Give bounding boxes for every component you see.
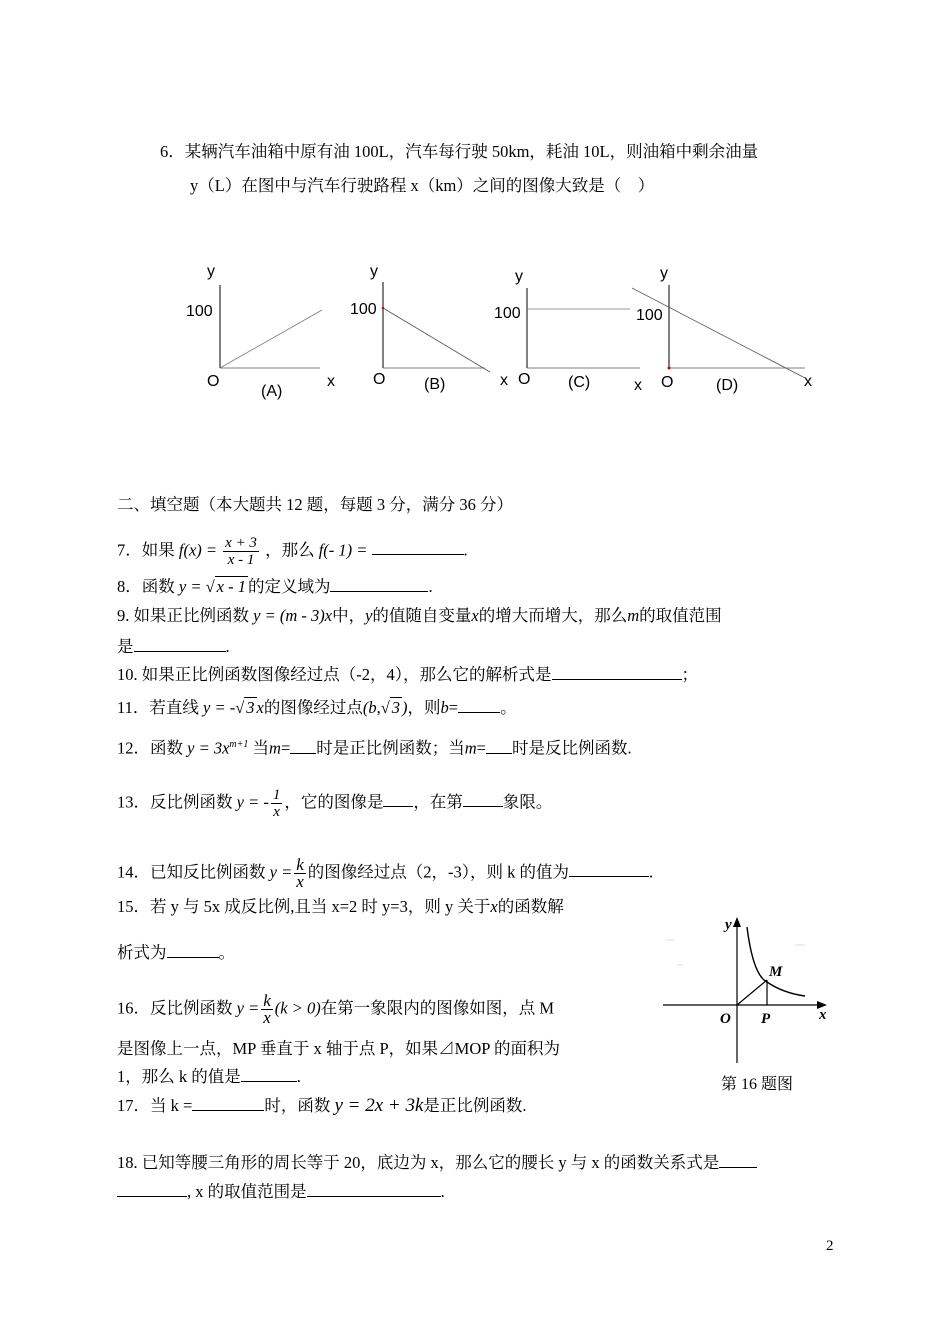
graph-d-option-label: (D) [716,377,739,394]
q6-line1: 6．某辆汽车油箱中原有油 100L，汽车每行驶 50km，耗油 10L，则油箱中剩余油量 [160,142,759,161]
fig16-x-label: x [819,1007,827,1023]
graph-d [632,265,812,394]
graph-b-option-label: (B) [424,376,446,393]
question-16-line3: 1，那么 k 的值是 . [117,1067,301,1086]
graph-c-origin-label: O [518,371,531,388]
q6-line2: y（L）在图中与汽车行驶路程 x（km）之间的图像大致是（ ） [190,176,655,195]
graph-a-100-label: 100 [186,303,213,320]
section-2-heading: 二、填空题（本大题共 12 题，每题 3 分，满分 36 分） [117,495,513,514]
figure-16 [655,905,835,1105]
fig16-m-label: M [769,964,783,980]
question-10: 10. 如果正比例函数图像经过点（-2，4），那么它的解析式是 ； [117,665,698,684]
graph-b-origin-label: O [373,371,386,388]
graph-a-origin-label: O [207,373,220,390]
question-17: 17．当 k = 时，函数 y = 2x + 3k是正比例函数. [117,1095,527,1116]
question-11: 11．若直线 y = -√ 3 x的图像经过点(b,√ 3 )，则b= 。 [117,698,517,717]
fig16-caption: 第 16 题图 [721,1076,794,1093]
page-number: 2 [826,1238,834,1254]
graph-b-y-label: y [370,263,378,280]
graph-c-100-label: 100 [494,305,521,322]
graph-c-option-label: (C) [568,374,591,391]
graph-c [494,268,642,394]
fig16-p-label: P [761,1011,771,1027]
graph-a [186,263,335,400]
question-12: 12．函数 $y = 3x^{m+1}$ 当m= 时是正比例函数；当m= 时是反比例函数. [117,738,632,758]
graph-b-x-label: x [500,372,508,389]
question-14: 14．已知反比例函数 y = $\frac{k}{x}$ 的图像经过点（2，-3），则 k 的值为 . [117,855,654,891]
question-9-line2: 是 . [117,637,230,656]
question-18-line2: , x 的取值范围是 . [117,1182,445,1202]
question-18-line1: 18. 已知等腰三角形的周长等于 20，底边为 x，那么它的腰长 y 与 x 的函数关系式是 [117,1153,757,1173]
question-13: 13．反比例函数 y = - $\frac{1}{x}$ ，它的图像是 ，在第 象限。 [117,787,553,820]
graph-d-x-label: x [804,373,812,390]
question-16-line1: 16．反比例函数 y = $\frac{k}{x}$ (k > 0)在第一象限内的图像如图，点 M [117,991,555,1027]
graph-d-origin-label: O [661,374,674,391]
fig16-y-label: y [725,917,732,933]
graph-d-100-label: 100 [636,307,663,324]
question-15-line2: 析式为 。 [117,943,235,962]
graph-b [350,263,508,393]
graph-c-x-label: x [634,377,642,394]
question-16-line2: 是图像上一点，MP 垂直于 x 轴于点 P，如果⊿MOP 的面积为 [117,1039,560,1058]
graph-b-100-label: 100 [350,301,377,318]
graph-a-x-label: x [327,373,335,390]
fig16-origin-label: O [720,1011,731,1027]
question-15-line1: 15．若 y 与 5x 成反比例,且当 x=2 时 y=3，则 y 关于x的函数解 [117,897,564,916]
q6-graphs [0,250,950,410]
graph-a-option-label: (A) [261,383,283,400]
graph-a-y-label: y [207,263,215,280]
graph-c-y-label: y [515,268,523,285]
question-7: 7．如果 f(x) = $\frac{x + 3}{x - 1}$ ，那么 f(- 1) = . [117,535,468,568]
question-8: 8．函数 y = √ x - 1 的定义域为 . [117,577,433,596]
graph-d-y-label: y [660,265,668,282]
question-9-line1: 9. 如果正比例函数 y = (m - 3)x中，y的值随自变量x的增大而增大，那么m的取值范围 [117,606,722,625]
